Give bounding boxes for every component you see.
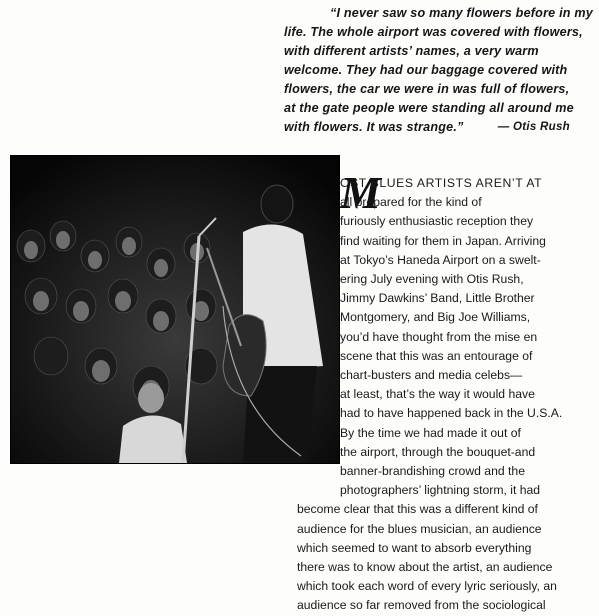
article-line: which took each word of every lyric seriously, an [297, 579, 557, 594]
quote-line: at the gate people were standing all around me [284, 101, 574, 115]
quote-attribution: — Otis Rush [497, 121, 570, 133]
quote-last-line [284, 118, 584, 137]
concert-photo-icon [11, 156, 339, 463]
article-line: the airport, through the bouquet-and [340, 444, 536, 459]
article-line: photographers’ lightning storm, it had [340, 483, 541, 498]
drop-cap: M [340, 167, 381, 218]
article-line: at Tokyo’s Haneda Airport on a swelt- [340, 252, 541, 267]
quote-line: flowers, the car we were in was full of flowers, [284, 82, 570, 96]
article-line: chart-busters and media celebs— [340, 368, 523, 383]
article-line: banner-brandishing crowd and the [340, 464, 525, 479]
article-body [297, 174, 580, 616]
article-line: audience so far removed from the sociological [297, 598, 546, 613]
article-line: find waiting for them in Japan. Arriving [340, 233, 546, 248]
article-line: ering July evening with Otis Rush, [340, 272, 524, 287]
article-line: you’d have thought from the mise en [340, 329, 538, 344]
article-line: scene that this was an entourage of [340, 348, 533, 363]
article-line: at least, that’s the way it would have [340, 387, 535, 402]
concert-photo [10, 155, 340, 464]
quote-line: with different artists’ names, a very warm [284, 44, 539, 58]
article-line: Montgomery, and Big Joe Williams, [340, 310, 531, 325]
article-line: become clear that this was a different kind of [297, 502, 538, 517]
article-line: audience for the blues musician, an audience [297, 521, 542, 536]
quote-line: life. The whole airport was covered with flowers, [284, 25, 583, 39]
article-line: By the time we had made it out of [340, 425, 521, 440]
article-line: Jimmy Dawkins’ Band, Little Brother [340, 291, 535, 306]
quote-line: welcome. They had our baggage covered with [284, 63, 568, 77]
quote-line: with flowers. It was strange.” [284, 120, 464, 134]
article-line: there was to know about the artist, an audience [297, 560, 553, 575]
article-line: OST BLUES ARTISTS AREN’T AT [340, 176, 543, 190]
article-line: all prepared for the kind of [340, 195, 482, 210]
quote-line: “I never saw so many flowers before in my [330, 6, 593, 20]
article-line: which seemed to want to absorb everything [297, 540, 532, 555]
article-line: had to have happened back in the U.S.A. [340, 406, 563, 421]
article-line: furiously enthusiastic reception they [340, 214, 534, 229]
pull-quote [284, 4, 593, 137]
